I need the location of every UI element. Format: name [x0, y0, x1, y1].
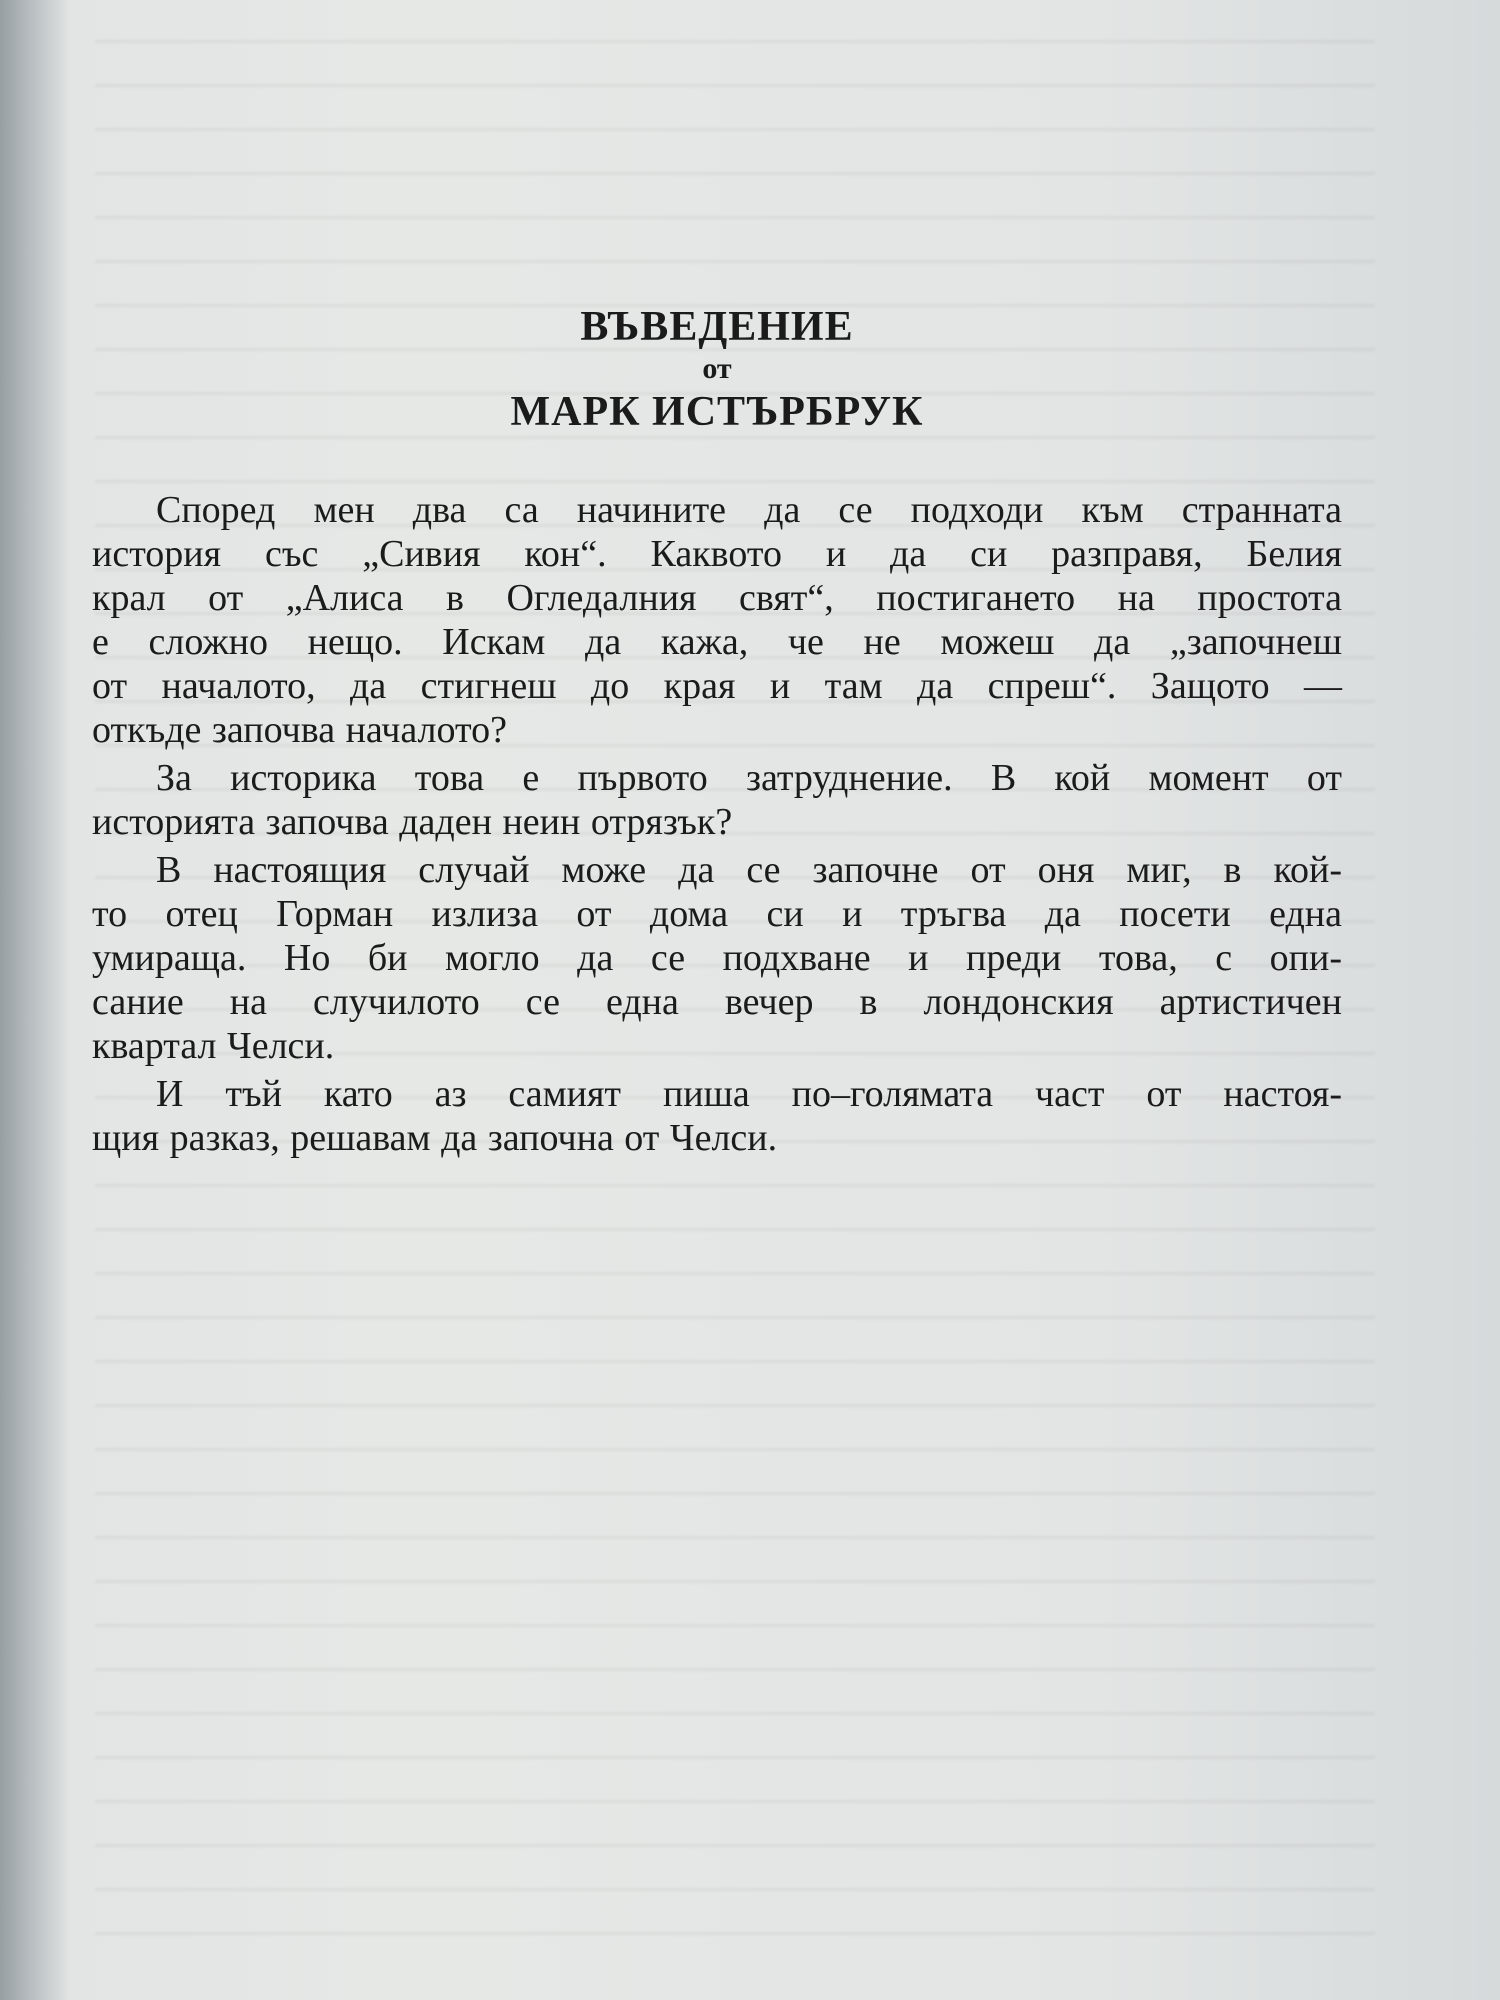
- text-line: от началото, да стигнеш до края и там да спреш“. Защото —: [92, 665, 1342, 707]
- chapter-title: ВЪВЕДЕНИЕ: [580, 304, 854, 350]
- text-line: сание на случилото се една вечер в лондонския артистичен: [92, 981, 1342, 1023]
- text-line: е сложно нещо. Искам да кажа, че не можеш да „започнеш: [92, 621, 1342, 663]
- text-line: В настоящия случай може да се започне от оня миг, в кой-: [156, 849, 1342, 891]
- page-content: [92, 300, 1342, 1164]
- paragraph-4: [92, 1072, 1342, 1160]
- paragraph-3: [92, 848, 1342, 1068]
- text-line: щия разказ, решавам да започна от Челси.: [92, 1117, 778, 1159]
- chapter-byline: от: [702, 352, 732, 385]
- text-line: Според мен два са начините да се подходи към странната: [156, 489, 1342, 531]
- page-gutter-shadow: [0, 0, 70, 2000]
- body-text: [92, 488, 1342, 1160]
- text-line: умираща. Но би могло да се подхване и преди това, с опи-: [92, 937, 1342, 979]
- text-line: За историка това е първото затруднение. В кой момент от: [156, 757, 1342, 799]
- text-line: крал от „Алиса в Огледалния свят“, постигането на простота: [92, 577, 1342, 619]
- text-line: И тъй като аз самият пиша по–голямата част от настоя-: [156, 1073, 1342, 1115]
- paragraph-2: [92, 756, 1342, 844]
- text-line: квартал Челси.: [92, 1025, 335, 1067]
- text-line: то отец Горман излиза от дома си и тръгва да посети една: [92, 893, 1342, 935]
- text-line: историята започва даден неин отрязък?: [92, 801, 733, 843]
- chapter-author: МАРК ИСТЪРБРУК: [510, 389, 924, 435]
- text-line: история със „Сивия кон“. Каквото и да си разправя, Белия: [92, 533, 1342, 575]
- chapter-heading: [92, 300, 1342, 440]
- paragraph-1: [92, 488, 1342, 752]
- text-line: откъде започва началото?: [92, 709, 507, 751]
